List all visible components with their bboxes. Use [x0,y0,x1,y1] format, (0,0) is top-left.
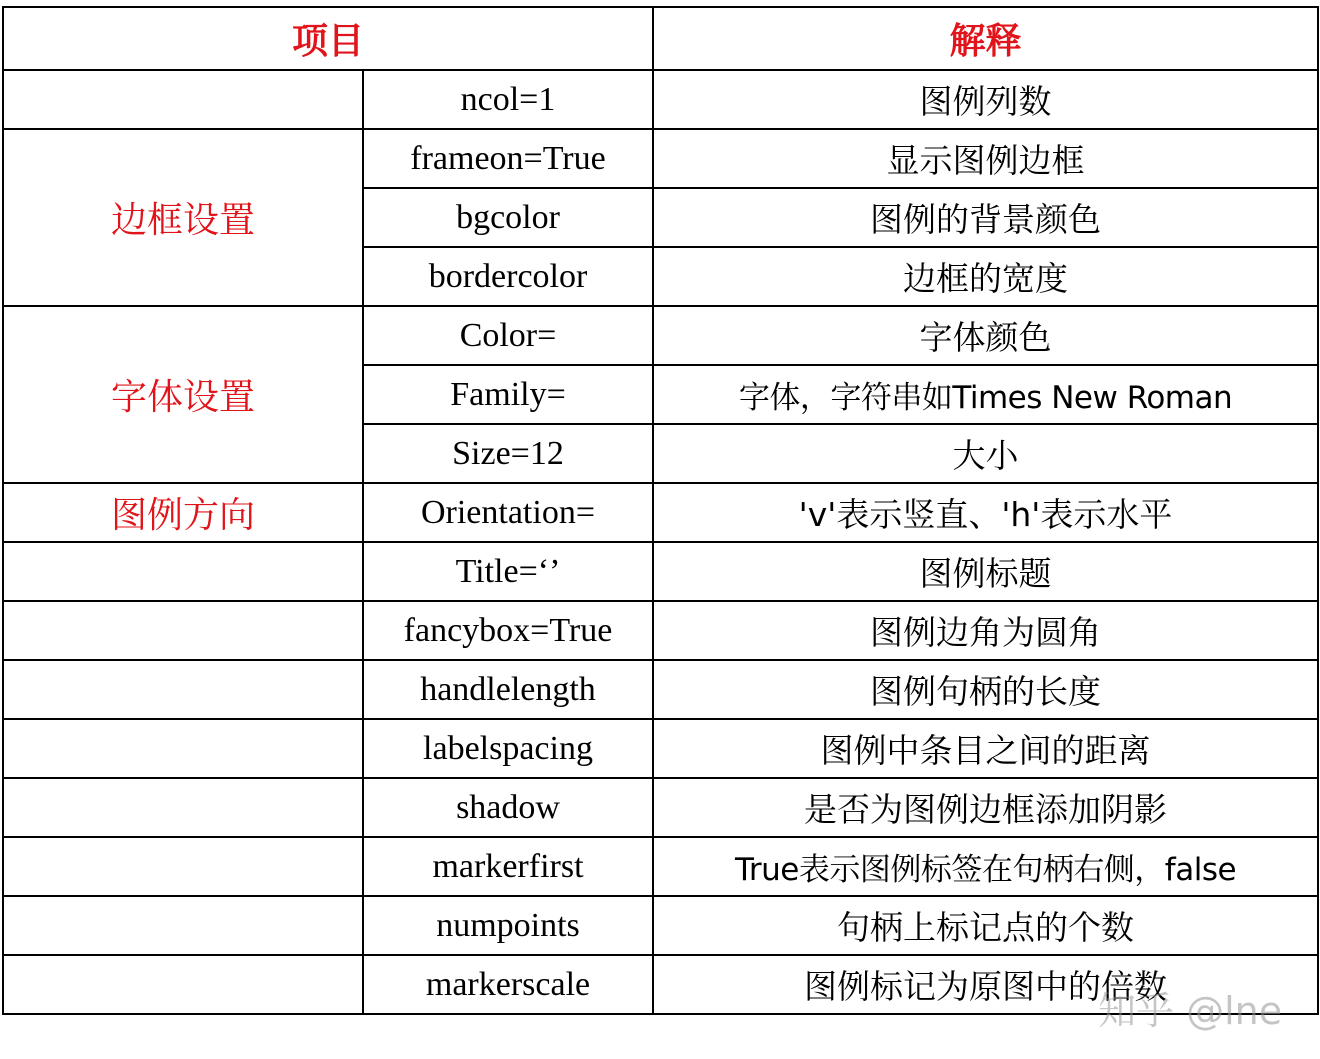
header-item: 项目 [3,7,653,70]
table-row [3,542,1318,601]
table-row [3,660,1318,719]
desc-cell: 图例中条目之间的距离 [653,719,1318,778]
desc-cell: 是否为图例边框添加阴影 [653,778,1318,837]
group-cell-empty [3,837,363,896]
param-cell: Orientation= [363,483,653,542]
group-font-settings: 字体设置 [3,306,363,483]
desc-cell: 显示图例边框 [653,129,1318,188]
table-row [3,719,1318,778]
group-cell-empty [3,660,363,719]
group-border-settings: 边框设置 [3,129,363,306]
table-row [3,306,1318,365]
param-cell: markerfirst [363,837,653,896]
desc-cell: 图例标记为原图中的倍数 [653,955,1318,1014]
desc-cell: 字体颜色 [653,306,1318,365]
desc-cell: 图例的背景颜色 [653,188,1318,247]
param-cell: Size=12 [363,424,653,483]
desc-cell: 字体，字符串如Times New Roman [653,365,1318,424]
table-row [3,837,1318,896]
table-row [3,896,1318,955]
group-cell-empty [3,70,363,129]
param-cell: markerscale [363,955,653,1014]
desc-cell: 边框的宽度 [653,247,1318,306]
desc-cell: 图例句柄的长度 [653,660,1318,719]
desc-cell: 'v'表示竖直、'h'表示水平 [653,483,1318,542]
table-row [3,778,1318,837]
param-cell: frameon=True [363,129,653,188]
param-cell: labelspacing [363,719,653,778]
group-cell-empty [3,955,363,1014]
table-row [3,601,1318,660]
desc-cell: 图例标题 [653,542,1318,601]
header-explanation: 解释 [653,7,1318,70]
watermark: 知乎 @lne [1098,989,1283,1033]
table-row [3,483,1318,542]
desc-cell: 图例边角为圆角 [653,601,1318,660]
legend-parameter-table [2,6,1319,1015]
param-cell: Color= [363,306,653,365]
param-cell: bordercolor [363,247,653,306]
desc-cell: True表示图例标签在句柄右侧，false [653,837,1318,896]
desc-cell: 大小 [653,424,1318,483]
param-cell: fancybox=True [363,601,653,660]
param-cell: Title=‘’ [363,542,653,601]
group-cell-empty [3,601,363,660]
desc-cell: 图例列数 [653,70,1318,129]
group-cell-empty [3,719,363,778]
param-cell: ncol=1 [363,70,653,129]
table-header-row [3,7,1318,70]
desc-cell: 句柄上标记点的个数 [653,896,1318,955]
param-cell: handlelength [363,660,653,719]
param-cell: shadow [363,778,653,837]
table-row [3,129,1318,188]
group-cell-empty [3,778,363,837]
param-cell: bgcolor [363,188,653,247]
group-cell-empty [3,896,363,955]
group-cell-empty [3,542,363,601]
param-cell: Family= [363,365,653,424]
table-row [3,70,1318,129]
group-legend-orientation: 图例方向 [3,483,363,542]
param-cell: numpoints [363,896,653,955]
